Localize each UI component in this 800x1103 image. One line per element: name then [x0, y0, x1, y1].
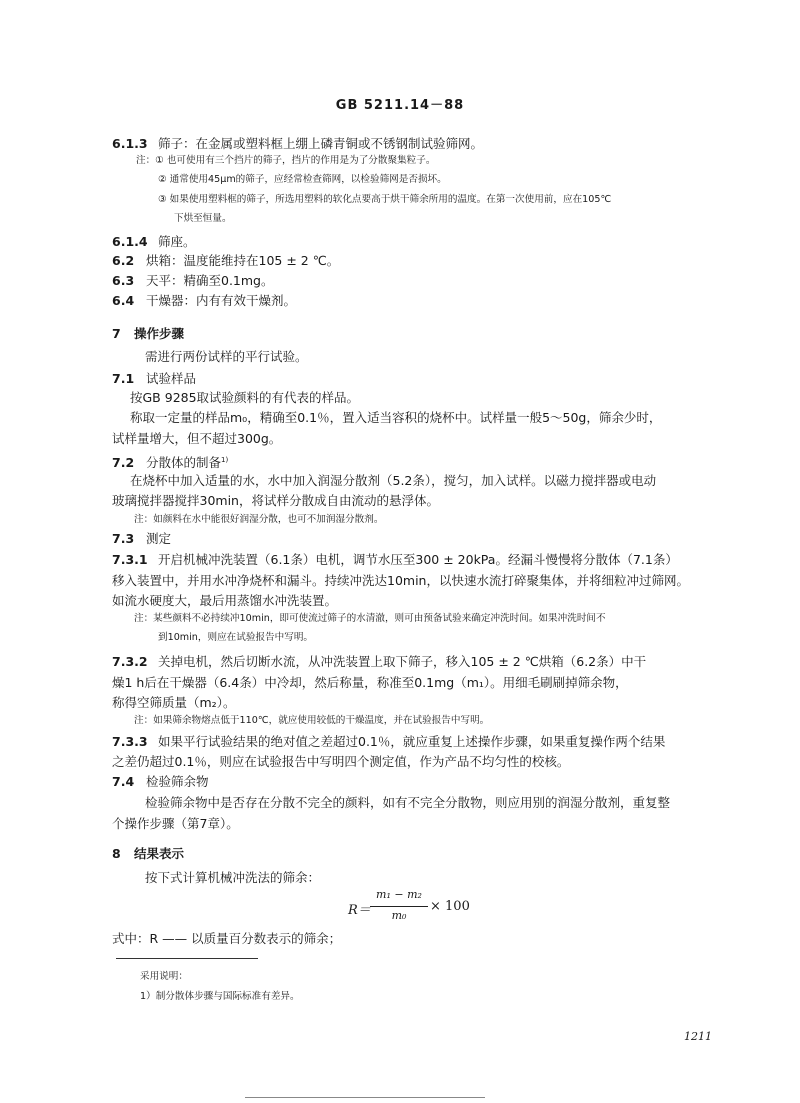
clause-6-3: 6.3 天平：精确至0.1mg。: [112, 273, 274, 288]
sieve-residue-formula: [348, 888, 478, 928]
clause-7-4-p1: 检验筛余物中是否存在分散不完全的颜料，如有不完全分散物，则应用别的润湿分散剂，重复整: [145, 795, 671, 810]
clause-6-2: 6.2 烘箱：温度能维持在105 ± 2 ℃。: [112, 253, 340, 268]
clause-7-3-2: 7.3.2 关掉电机，然后切断水流，从冲洗装置上取下筛子，移入105 ± 2 ℃烘箱（6.2条）中干: [112, 654, 647, 669]
clause-6-4: 6.4 干燥器：内有有效干燥剂。: [112, 293, 297, 308]
clause-7-1-p2: 称取一定量的样品m₀，精确至0.1％，置入适当容积的烧杯中。试样量一般5～50g，筛余少时，: [130, 410, 662, 425]
fraction-bar: [370, 906, 428, 907]
formula-where: 式中：R —— 以质量百分数表示的筛余；: [112, 931, 342, 946]
clause-7-3-2-p2: 燥1 h后在干燥器（6.4条）中冷却，然后称量，称准至0.1mg（m₁）。用细毛刷刷掉筛余物，: [112, 675, 628, 690]
formula-numerator: m₁ − m₂: [376, 888, 422, 901]
note-7-3-1-cont: 到10min，则应在试验报告中写明。: [158, 632, 314, 643]
formula-lhs: R＝: [348, 903, 371, 918]
footnote-rule: [116, 958, 258, 959]
clause-7-3-2-p3: 称得空筛质量（m₂）。: [112, 695, 236, 710]
section-7-heading: 7 操作步骤: [112, 326, 185, 341]
clause-6-1-4: 6.1.4 筛座。: [112, 234, 196, 249]
clause-7-3-1-p2: 移入装置中，并用水冲净烧杯和漏斗。持续冲洗达10min，以快速水流打碎聚集体，并将细粒冲过筛网。: [112, 573, 689, 588]
footnote-title: 采用说明：: [140, 971, 188, 982]
formula-tail: × 100: [430, 899, 470, 914]
clause-7-3-1-p3: 如流水硬度大，最后用蒸馏水冲洗装置。: [112, 593, 338, 608]
note-6-1-3-1: 注：① 也可使用有三个挡片的筛子，挡片的作用是为了分散聚集粒子。: [136, 155, 436, 166]
clause-6-1-3: 6.1.3 筛子：在金属或塑料框上绷上磷青铜或不锈钢制试验筛网。: [112, 136, 484, 151]
footnote-marker: 1): [221, 456, 229, 464]
note-6-1-3-2: ② 通常使用45μm的筛子，应经常检查筛网，以检验筛网是否损坏。: [158, 174, 447, 185]
bottom-rule: [245, 1097, 485, 1098]
clause-7-1-p3: 试样量增大，但不超过300g。: [112, 431, 282, 446]
note-6-1-3-3: ③ 如果使用塑料框的筛子，所选用塑料的软化点要高于烘干筛余所用的温度。在第一次使用前，应在105℃: [158, 194, 612, 205]
page-header: GB 5211.14－88: [335, 98, 465, 113]
clause-7-1: 7.1 试验样品: [112, 371, 197, 386]
note-7-3-2: 注：如果筛余物熔点低于110℃，就应使用较低的干燥温度，并在试验报告中写明。: [134, 715, 490, 726]
note-6-1-3-3-cont: 下烘至恒量。: [174, 213, 232, 224]
clause-7-4-p2: 个操作步骤（第7章）。: [112, 816, 239, 831]
clause-7-4: 7.4 检验筛余物: [112, 774, 209, 789]
clause-7-3-3-p2: 之差仍超过0.1％，则应在试验报告中写明四个测定值，作为产品不均匀性的校核。: [112, 754, 570, 769]
page-number: 1211: [684, 1030, 712, 1043]
clause-7-2-p2: 玻璃搅拌器搅拌30min，将试样分散成自由流动的悬浮体。: [112, 493, 439, 508]
note-7-3-1: 注：某些颜料不必持续冲10min，即可使流过筛子的水清澈，则可由预备试验来确定冲洗时间。如果冲洗时间不: [134, 613, 606, 624]
section-8-intro: 按下式计算机械冲洗法的筛余：: [145, 870, 321, 885]
note-7-2: 注：如颜料在水中能很好润湿分散，也可不加润湿分散剂。: [134, 514, 384, 525]
section-7-intro: 需进行两份试样的平行试验。: [145, 349, 308, 364]
clause-7-2-p1: 在烧杯中加入适量的水，水中加入润湿分散剂（5.2条），搅匀，加入试样。以磁力搅拌器或电动: [130, 473, 657, 488]
formula-denominator: m₀: [391, 909, 407, 922]
section-8-heading: 8 结果表示: [112, 846, 185, 861]
clause-7-3-3: 7.3.3 如果平行试验结果的绝对值之差超过0.1％，就应重复上述操作步骤，如果重复操作两个结果: [112, 734, 666, 749]
footnote-1: 1）制分散体步骤与国际标准有差异。: [140, 991, 300, 1002]
clause-7-2: 7.2 分散体的制备$^{1)}$: [112, 455, 229, 471]
clause-7-3: 7.3 测定: [112, 531, 172, 546]
clause-7-1-p1: 按GB 9285取试验颜料的有代表的样品。: [130, 390, 360, 405]
clause-7-3-1: 7.3.1 开启机械冲洗装置（6.1条）电机，调节水压至300 ± 20kPa。经漏斗慢慢将分散体（7.1条）: [112, 552, 678, 567]
